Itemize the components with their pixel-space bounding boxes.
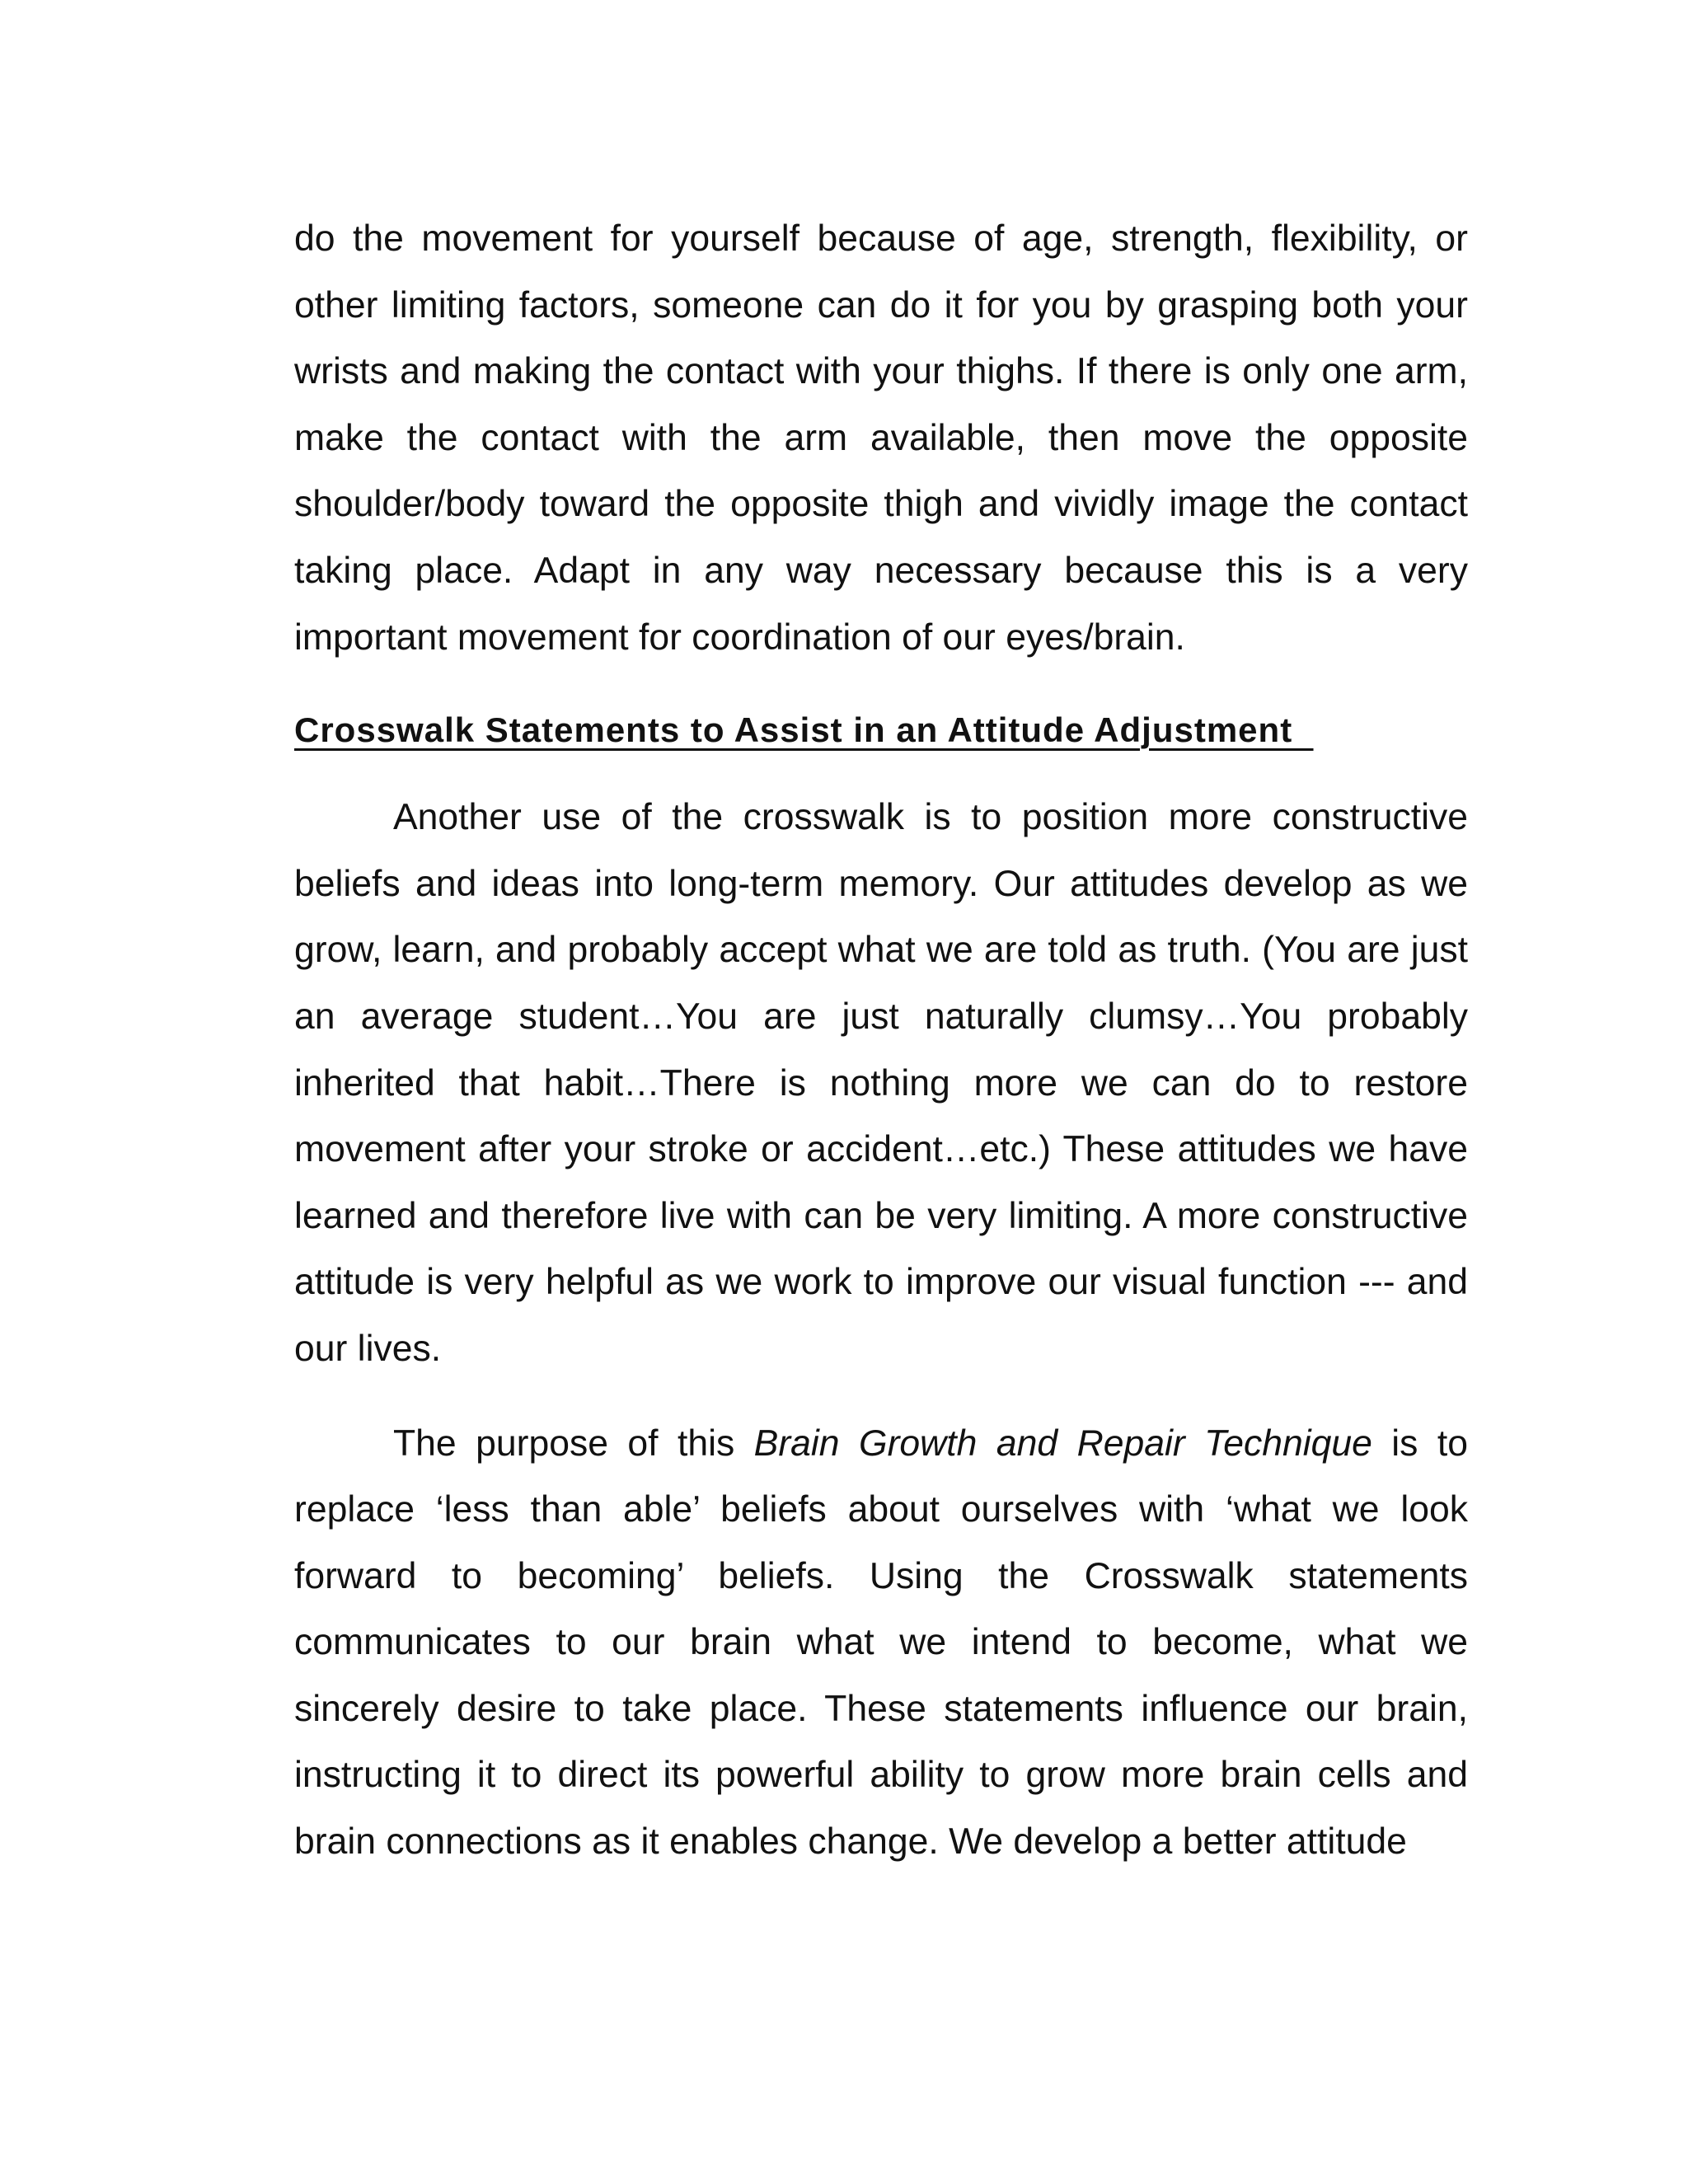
paragraph-crosswalk-use: Another use of the crosswalk is to position more constructive beliefs and ideas into long-term memory. Our attitudes develop as we grow, learn, and probably accept what we are told as truth. (You are just an average student…You are just naturally clumsy…You probably inherited that habit…There is nothing more we can do to restore movement after your stroke or accident…etc.) These attitudes we have learned and therefore live with can be very limiting. A more constructive attitude is very helpful as we work to improve our visual function --- and our lives.	[294, 797, 1468, 1369]
paragraph-continuation: do the movement for yourself because of age, strength, flexibility, or other limiting factors, someone can do it for you by grasping both your wrists and making the contact with your thighs. If there is only one arm, make the contact with the arm available, then move the opposite shoulder/body toward the opposite thigh and vividly image the contact taking place. Adapt in any way necessary because this is a very important movement for coordination of our eyes/brain.	[294, 218, 1468, 658]
document-page	[294, 206, 1468, 1876]
technique-name: Brain Growth and Repair Technique	[753, 1422, 1372, 1464]
paragraph-purpose-start: The purpose of this	[393, 1422, 754, 1464]
section-heading: Crosswalk Statements to Assist in an Attitude Adjustment	[294, 710, 1314, 750]
paragraph-purpose-rest: is to replace ‘less than able’ beliefs about ourselves with ‘what we look forward to becoming’ beliefs. Using the Crosswalk statements communicates to our brain what we intend to become, what we sincerely desire to take place. These statements influence our brain, instructing it to direct its powerful ability to grow more brain cells and brain connections as it enables change. We develop a better attitude	[294, 1422, 1468, 1863]
paragraph-purpose	[294, 1411, 1468, 1876]
